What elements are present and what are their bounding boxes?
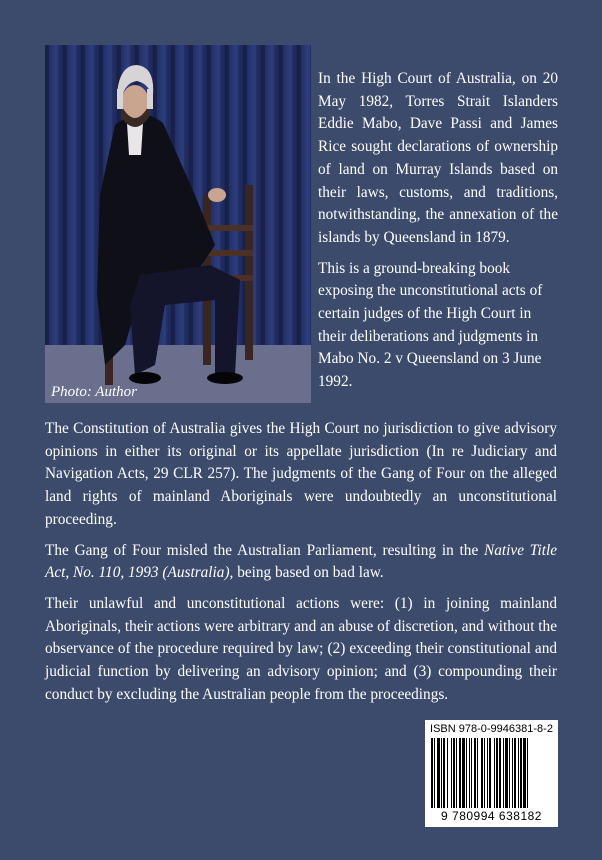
intro-paragraph: In the High Court of Australia, on 20 May 1982, Torres Strait Islanders Eddie Mabo, Dave Passi and James Rice sought declarations of ownership of land on Murray Islands based on their laws, customs, and traditions, notwithstanding, the annexation of the islands by Queensland in 1879.: [318, 70, 558, 246]
parliament-paragraph: [45, 540, 557, 585]
unlawful-actions-paragraph: Their unlawful and unconstitutional actions were: (1) in joining mainland Aboriginals, their actions were arbitrary and an abuse of discretion, and without the observance of the procedure required by law; (2) exceeding their constitutional and judicial function by delivering an advisory opinion; and (3) compounding their conduct by excluding the Australian people from the proceedings.: [45, 594, 557, 703]
author-photo: [45, 45, 311, 403]
barcode-bars-graphic: [429, 738, 554, 810]
constitution-paragraph: The Constitution of Australia gives the High Court no jurisdiction to give advisory opinions in either its original or its appellate jurisdiction (In re Judiciary and Navigation Acts, 29 CLR 257). The judgments of the Gang of Four on the alleged land rights of mainland Aboriginals were undoubtedly an unconstitutional proceeding.: [45, 420, 557, 528]
right-column-text: [318, 68, 558, 402]
parliament-text-end: , being based on bad law.: [229, 564, 384, 582]
photo-credit: Photo: Author: [51, 384, 137, 400]
barcode-number: 9 780994 638182: [441, 809, 542, 823]
main-text: [45, 418, 557, 714]
isbn-barcode: [425, 720, 558, 827]
native-title-act-title: Native Title Act, No. 110, 1993 (Australia): [45, 541, 557, 582]
book-summary-paragraph: This is a ground-breaking book exposing the unconstitutional acts of certain judges of the High Court in their deliberations and judgments in Mabo No. 2 v Queensland on 3 June 1992.: [318, 259, 543, 391]
isbn-label: ISBN 978-0-9946381-8-2: [430, 723, 553, 735]
parliament-text-start: The Gang of Four misled the Australian Parliament, resulting in the: [45, 541, 485, 559]
author-portrait-illustration: [45, 45, 311, 403]
